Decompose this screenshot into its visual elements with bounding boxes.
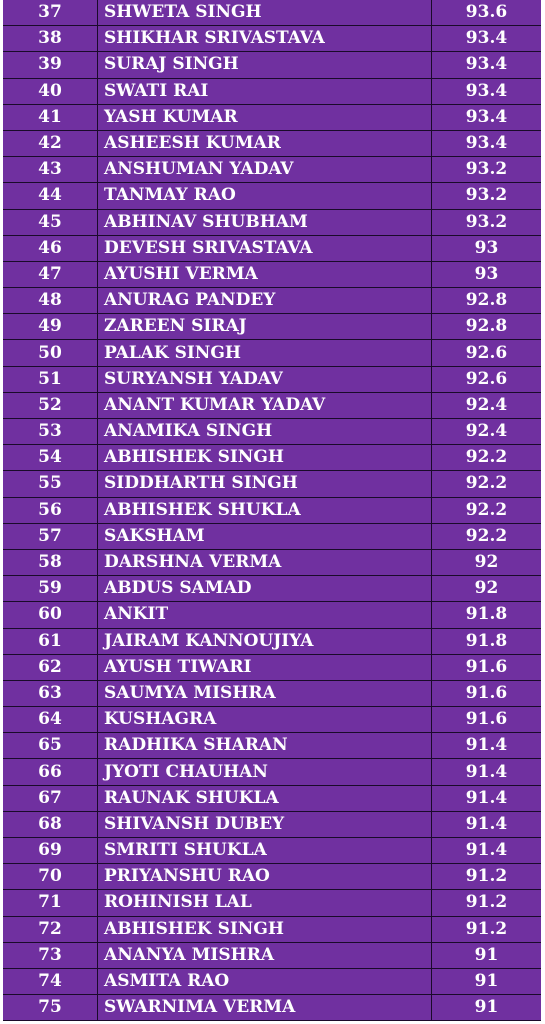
table-row bbox=[3, 419, 541, 445]
table-row bbox=[3, 340, 541, 366]
rank-cell: 42 bbox=[3, 130, 98, 156]
rank-cell: 59 bbox=[3, 576, 98, 602]
results-table-body bbox=[3, 0, 541, 1021]
score-cell: 92.6 bbox=[432, 340, 542, 366]
student-name-cell: ANKIT bbox=[98, 602, 432, 628]
rank-cell: 72 bbox=[3, 916, 98, 942]
student-name-cell: TANMAY RAO bbox=[98, 183, 432, 209]
table-row bbox=[3, 654, 541, 680]
score-cell: 91.8 bbox=[432, 602, 542, 628]
rank-cell: 54 bbox=[3, 445, 98, 471]
student-name-cell: ANSHUMAN YADAV bbox=[98, 157, 432, 183]
student-name-cell: ANANT KUMAR YADAV bbox=[98, 392, 432, 418]
student-name-cell: ABHINAV SHUBHAM bbox=[98, 209, 432, 235]
score-cell: 91.2 bbox=[432, 864, 542, 890]
table-row bbox=[3, 392, 541, 418]
table-row bbox=[3, 261, 541, 287]
score-cell: 91.2 bbox=[432, 890, 542, 916]
student-name-cell: SAKSHAM bbox=[98, 523, 432, 549]
student-name-cell: ABDUS SAMAD bbox=[98, 576, 432, 602]
score-cell: 93.4 bbox=[432, 104, 542, 130]
results-table bbox=[3, 0, 541, 1021]
table-row bbox=[3, 890, 541, 916]
score-cell: 91 bbox=[432, 942, 542, 968]
rank-cell: 70 bbox=[3, 864, 98, 890]
score-cell: 91.6 bbox=[432, 707, 542, 733]
score-cell: 92.4 bbox=[432, 419, 542, 445]
score-cell: 92 bbox=[432, 576, 542, 602]
student-name-cell: PRIYANSHU RAO bbox=[98, 864, 432, 890]
rank-cell: 48 bbox=[3, 288, 98, 314]
table-row bbox=[3, 916, 541, 942]
rank-cell: 45 bbox=[3, 209, 98, 235]
score-cell: 93.4 bbox=[432, 78, 542, 104]
score-cell: 91.4 bbox=[432, 811, 542, 837]
table-row bbox=[3, 602, 541, 628]
student-name-cell: RAUNAK SHUKLA bbox=[98, 785, 432, 811]
student-name-cell: ASMITA RAO bbox=[98, 968, 432, 994]
score-cell: 92.2 bbox=[432, 471, 542, 497]
student-name-cell: ANANYA MISHRA bbox=[98, 942, 432, 968]
score-cell: 91 bbox=[432, 968, 542, 994]
score-cell: 91.4 bbox=[432, 838, 542, 864]
rank-cell: 75 bbox=[3, 995, 98, 1021]
rank-cell: 64 bbox=[3, 707, 98, 733]
rank-cell: 69 bbox=[3, 838, 98, 864]
student-name-cell: ABHISHEK SINGH bbox=[98, 916, 432, 942]
table-row bbox=[3, 183, 541, 209]
table-row bbox=[3, 838, 541, 864]
rank-cell: 44 bbox=[3, 183, 98, 209]
score-cell: 91.6 bbox=[432, 654, 542, 680]
student-name-cell: ZAREEN SIRAJ bbox=[98, 314, 432, 340]
score-cell: 92 bbox=[432, 549, 542, 575]
score-cell: 92.2 bbox=[432, 523, 542, 549]
rank-cell: 47 bbox=[3, 261, 98, 287]
student-name-cell: SHIKHAR SRIVASTAVA bbox=[98, 26, 432, 52]
rank-cell: 55 bbox=[3, 471, 98, 497]
student-name-cell: JAIRAM KANNOUJIYA bbox=[98, 628, 432, 654]
rank-cell: 60 bbox=[3, 602, 98, 628]
table-row bbox=[3, 942, 541, 968]
score-cell: 92.8 bbox=[432, 314, 542, 340]
score-cell: 91.4 bbox=[432, 759, 542, 785]
rank-cell: 43 bbox=[3, 157, 98, 183]
table-row bbox=[3, 549, 541, 575]
table-row bbox=[3, 209, 541, 235]
student-name-cell: SIDDHARTH SINGH bbox=[98, 471, 432, 497]
score-cell: 91.8 bbox=[432, 628, 542, 654]
table-row bbox=[3, 523, 541, 549]
table-row bbox=[3, 576, 541, 602]
rank-cell: 62 bbox=[3, 654, 98, 680]
student-name-cell: PALAK SINGH bbox=[98, 340, 432, 366]
rank-cell: 67 bbox=[3, 785, 98, 811]
table-row bbox=[3, 445, 541, 471]
student-name-cell: JYOTI CHAUHAN bbox=[98, 759, 432, 785]
table-row bbox=[3, 811, 541, 837]
rank-cell: 53 bbox=[3, 419, 98, 445]
table-row bbox=[3, 52, 541, 78]
score-cell: 92.8 bbox=[432, 288, 542, 314]
rank-cell: 74 bbox=[3, 968, 98, 994]
table-row bbox=[3, 497, 541, 523]
rank-cell: 61 bbox=[3, 628, 98, 654]
score-cell: 93.4 bbox=[432, 52, 542, 78]
rank-cell: 38 bbox=[3, 26, 98, 52]
score-cell: 91.4 bbox=[432, 785, 542, 811]
score-cell: 91.4 bbox=[432, 733, 542, 759]
student-name-cell: RADHIKA SHARAN bbox=[98, 733, 432, 759]
table-row bbox=[3, 130, 541, 156]
student-name-cell: ABHISHEK SINGH bbox=[98, 445, 432, 471]
rank-cell: 50 bbox=[3, 340, 98, 366]
rank-cell: 71 bbox=[3, 890, 98, 916]
student-name-cell: SURYANSH YADAV bbox=[98, 366, 432, 392]
student-name-cell: KUSHAGRA bbox=[98, 707, 432, 733]
rank-cell: 65 bbox=[3, 733, 98, 759]
table-row bbox=[3, 288, 541, 314]
rank-cell: 46 bbox=[3, 235, 98, 261]
score-cell: 92.4 bbox=[432, 392, 542, 418]
student-name-cell: YASH KUMAR bbox=[98, 104, 432, 130]
results-table-sheet bbox=[3, 0, 542, 1020]
table-row bbox=[3, 995, 541, 1021]
rank-cell: 40 bbox=[3, 78, 98, 104]
student-name-cell: SHIVANSH DUBEY bbox=[98, 811, 432, 837]
table-row bbox=[3, 759, 541, 785]
student-name-cell: DEVESH SRIVASTAVA bbox=[98, 235, 432, 261]
table-row bbox=[3, 0, 541, 26]
student-name-cell: SURAJ SINGH bbox=[98, 52, 432, 78]
score-cell: 93.2 bbox=[432, 183, 542, 209]
rank-cell: 56 bbox=[3, 497, 98, 523]
score-cell: 93.4 bbox=[432, 26, 542, 52]
rank-cell: 41 bbox=[3, 104, 98, 130]
score-cell: 91.6 bbox=[432, 680, 542, 706]
student-name-cell: ABHISHEK SHUKLA bbox=[98, 497, 432, 523]
table-row bbox=[3, 864, 541, 890]
table-row bbox=[3, 366, 541, 392]
student-name-cell: ANURAG PANDEY bbox=[98, 288, 432, 314]
student-name-cell: SHWETA SINGH bbox=[98, 0, 432, 26]
score-cell: 93 bbox=[432, 235, 542, 261]
student-name-cell: AYUSHI VERMA bbox=[98, 261, 432, 287]
table-row bbox=[3, 628, 541, 654]
score-cell: 93.2 bbox=[432, 209, 542, 235]
student-name-cell: DARSHNA VERMA bbox=[98, 549, 432, 575]
score-cell: 93.4 bbox=[432, 130, 542, 156]
rank-cell: 63 bbox=[3, 680, 98, 706]
rank-cell: 49 bbox=[3, 314, 98, 340]
table-row bbox=[3, 26, 541, 52]
score-cell: 93.6 bbox=[432, 0, 542, 26]
rank-cell: 68 bbox=[3, 811, 98, 837]
student-name-cell: SAUMYA MISHRA bbox=[98, 680, 432, 706]
table-row bbox=[3, 733, 541, 759]
table-row bbox=[3, 78, 541, 104]
table-row bbox=[3, 157, 541, 183]
student-name-cell: SWATI RAI bbox=[98, 78, 432, 104]
rank-cell: 58 bbox=[3, 549, 98, 575]
table-row bbox=[3, 235, 541, 261]
rank-cell: 37 bbox=[3, 0, 98, 26]
score-cell: 93 bbox=[432, 261, 542, 287]
student-name-cell: AYUSH TIWARI bbox=[98, 654, 432, 680]
table-row bbox=[3, 707, 541, 733]
student-name-cell: SWARNIMA VERMA bbox=[98, 995, 432, 1021]
score-cell: 93.2 bbox=[432, 157, 542, 183]
table-row bbox=[3, 314, 541, 340]
rank-cell: 73 bbox=[3, 942, 98, 968]
table-row bbox=[3, 680, 541, 706]
score-cell: 92.2 bbox=[432, 445, 542, 471]
table-row bbox=[3, 104, 541, 130]
student-name-cell: ASHEESH KUMAR bbox=[98, 130, 432, 156]
table-row bbox=[3, 785, 541, 811]
student-name-cell: SMRITI SHUKLA bbox=[98, 838, 432, 864]
rank-cell: 52 bbox=[3, 392, 98, 418]
rank-cell: 57 bbox=[3, 523, 98, 549]
table-row bbox=[3, 471, 541, 497]
score-cell: 92.2 bbox=[432, 497, 542, 523]
student-name-cell: ROHINISH LAL bbox=[98, 890, 432, 916]
table-row bbox=[3, 968, 541, 994]
score-cell: 91.2 bbox=[432, 916, 542, 942]
rank-cell: 39 bbox=[3, 52, 98, 78]
score-cell: 92.6 bbox=[432, 366, 542, 392]
rank-cell: 66 bbox=[3, 759, 98, 785]
student-name-cell: ANAMIKA SINGH bbox=[98, 419, 432, 445]
rank-cell: 51 bbox=[3, 366, 98, 392]
score-cell: 91 bbox=[432, 995, 542, 1021]
